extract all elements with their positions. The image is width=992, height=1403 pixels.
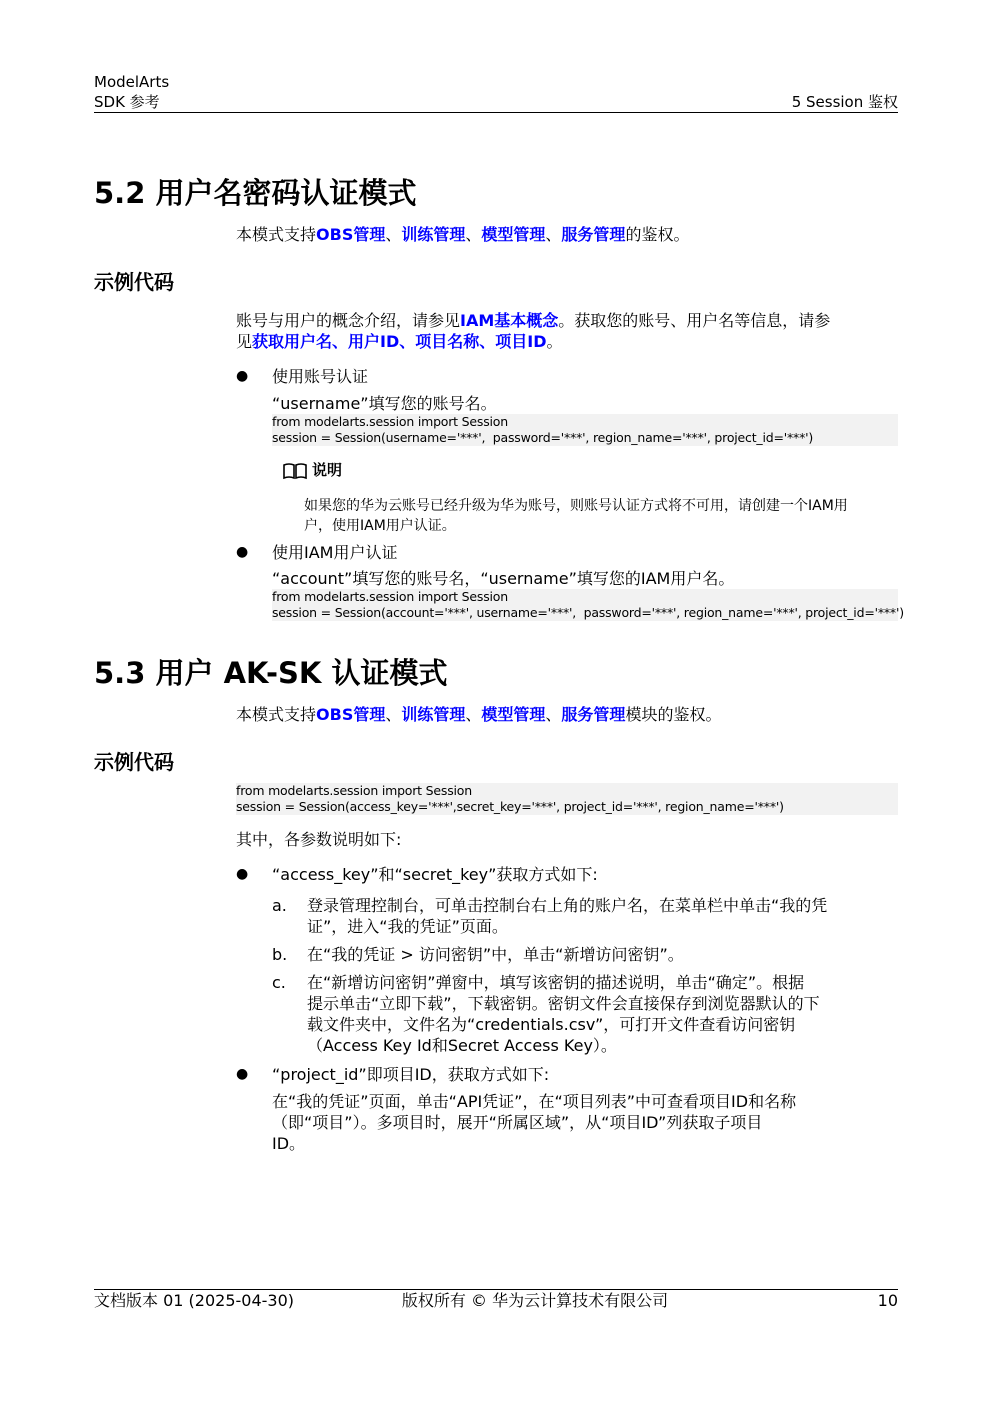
section-5-2-intro: 本模式支持OBS管理、训练管理、模型管理、服务管理的鉴权。 — [236, 225, 690, 244]
step-a-label: a. — [272, 896, 287, 915]
step-b-label: b. — [272, 945, 288, 964]
section-5-2-description: 账号与用户的概念介绍，请参见IAM基本概念。获取您的账号、用户名等信息，请参 见获取用户名、用户ID、项目名称、项目ID。 — [236, 311, 831, 351]
link-obs-management[interactable]: OBS管理 — [316, 225, 386, 244]
bullet-icon: ● — [236, 866, 249, 882]
bullet-icon: ● — [236, 368, 249, 384]
footer-page-number: 10 — [877, 1291, 898, 1310]
bullet-project-id-text: 在“我的凭证”页面，单击“API凭证”，在“项目列表”中可查看项目ID和名称 （即“项目”）。多项目时，展开“所属区域”，从“项目ID”列获取子项目 ID。 — [272, 1092, 797, 1153]
section-5-2-example-heading: 示例代码 — [94, 270, 174, 294]
step-c-label: c. — [272, 973, 286, 992]
footer-divider — [94, 1289, 898, 1290]
book-icon — [282, 462, 308, 480]
link-model-management[interactable]: 模型管理 — [481, 705, 546, 724]
note-title: 说明 — [312, 461, 343, 479]
link-service-management[interactable]: 服务管理 — [561, 705, 626, 724]
bullet-account-auth-title: 使用账号认证 — [272, 367, 369, 386]
bullet-iam-auth-title: 使用IAM用户认证 — [272, 543, 398, 562]
bullet-icon: ● — [236, 1066, 249, 1082]
header-chapter: 5 Session 鉴权 — [791, 93, 898, 111]
link-obs-management[interactable]: OBS管理 — [316, 705, 386, 724]
code-block-account-auth: from modelarts.session import Session session = Session(username='***', password='***', region_name='***', project_id='***') — [272, 414, 898, 446]
link-training-management[interactable]: 训练管理 — [401, 705, 466, 724]
section-5-2-title: 5.2 用户名密码认证模式 — [94, 176, 417, 210]
step-a-text: 登录管理控制台，可单击控制台右上角的账户名，在菜单栏中单击“我的凭 证”，进入“我的凭证”页面。 — [307, 896, 828, 936]
step-b-text: 在“我的凭证 > 访问密钥”中，单击“新增访问密钥”。 — [307, 945, 684, 964]
step-c-text: 在“新增访问密钥”弹窗中，填写该密钥的描述说明，单击“确定”。根据 提示单击“立即下载”，下载密钥。密钥文件会直接保存到浏览器默认的下 载文件夹中，文件名为“credentials.csv”，可打开文件查看访问密钥 （Access Key Id和Secret Access Key）。 — [307, 973, 820, 1055]
section-5-3-title: 5.3 用户 AK-SK 认证模式 — [94, 656, 448, 690]
section-5-3-example-heading: 示例代码 — [94, 750, 174, 774]
link-training-management[interactable]: 训练管理 — [401, 225, 466, 244]
header-divider — [94, 112, 898, 113]
header-product: ModelArts — [94, 73, 170, 91]
footer-version: 文档版本 01 (2025-04-30) — [94, 1291, 295, 1310]
section-5-3-intro: 本模式支持OBS管理、训练管理、模型管理、服务管理模块的鉴权。 — [236, 705, 722, 724]
code-block-iam-auth: from modelarts.session import Session session = Session(account='***', username='***', password='***', region_name='***', project_id='***') — [272, 589, 904, 620]
footer-copyright: 版权所有 © 华为云计算技术有限公司 — [401, 1291, 669, 1310]
bullet-icon: ● — [236, 544, 249, 560]
link-service-management[interactable]: 服务管理 — [561, 225, 626, 244]
bullet-iam-auth-desc: “account”填写您的账号名，“username”填写您的IAM用户名。 — [272, 569, 735, 588]
link-iam-concepts[interactable]: IAM基本概念 — [460, 311, 559, 330]
bullet-project-id-title: “project_id”即项目ID，获取方式如下: — [272, 1065, 550, 1084]
bullet-account-auth-desc: “username”填写您的账号名。 — [272, 394, 497, 413]
params-intro: 其中，各参数说明如下: — [236, 830, 402, 849]
bullet-access-key-title: “access_key”和“secret_key”获取方式如下: — [272, 865, 598, 884]
link-model-management[interactable]: 模型管理 — [481, 225, 546, 244]
header-doc-title: SDK 参考 — [94, 93, 160, 111]
note-body: 如果您的华为云账号已经升级为华为账号，则账号认证方式将不可用，请创建一个IAM用 户，使用IAM用户认证。 — [304, 498, 848, 534]
link-get-username-project-id[interactable]: 获取用户名、用户ID、项目名称、项目ID — [252, 332, 547, 351]
code-block-aksk-auth: from modelarts.session import Session session = Session(access_key='***',secret_key='***', project_id='***', region_name='***') — [236, 783, 898, 815]
